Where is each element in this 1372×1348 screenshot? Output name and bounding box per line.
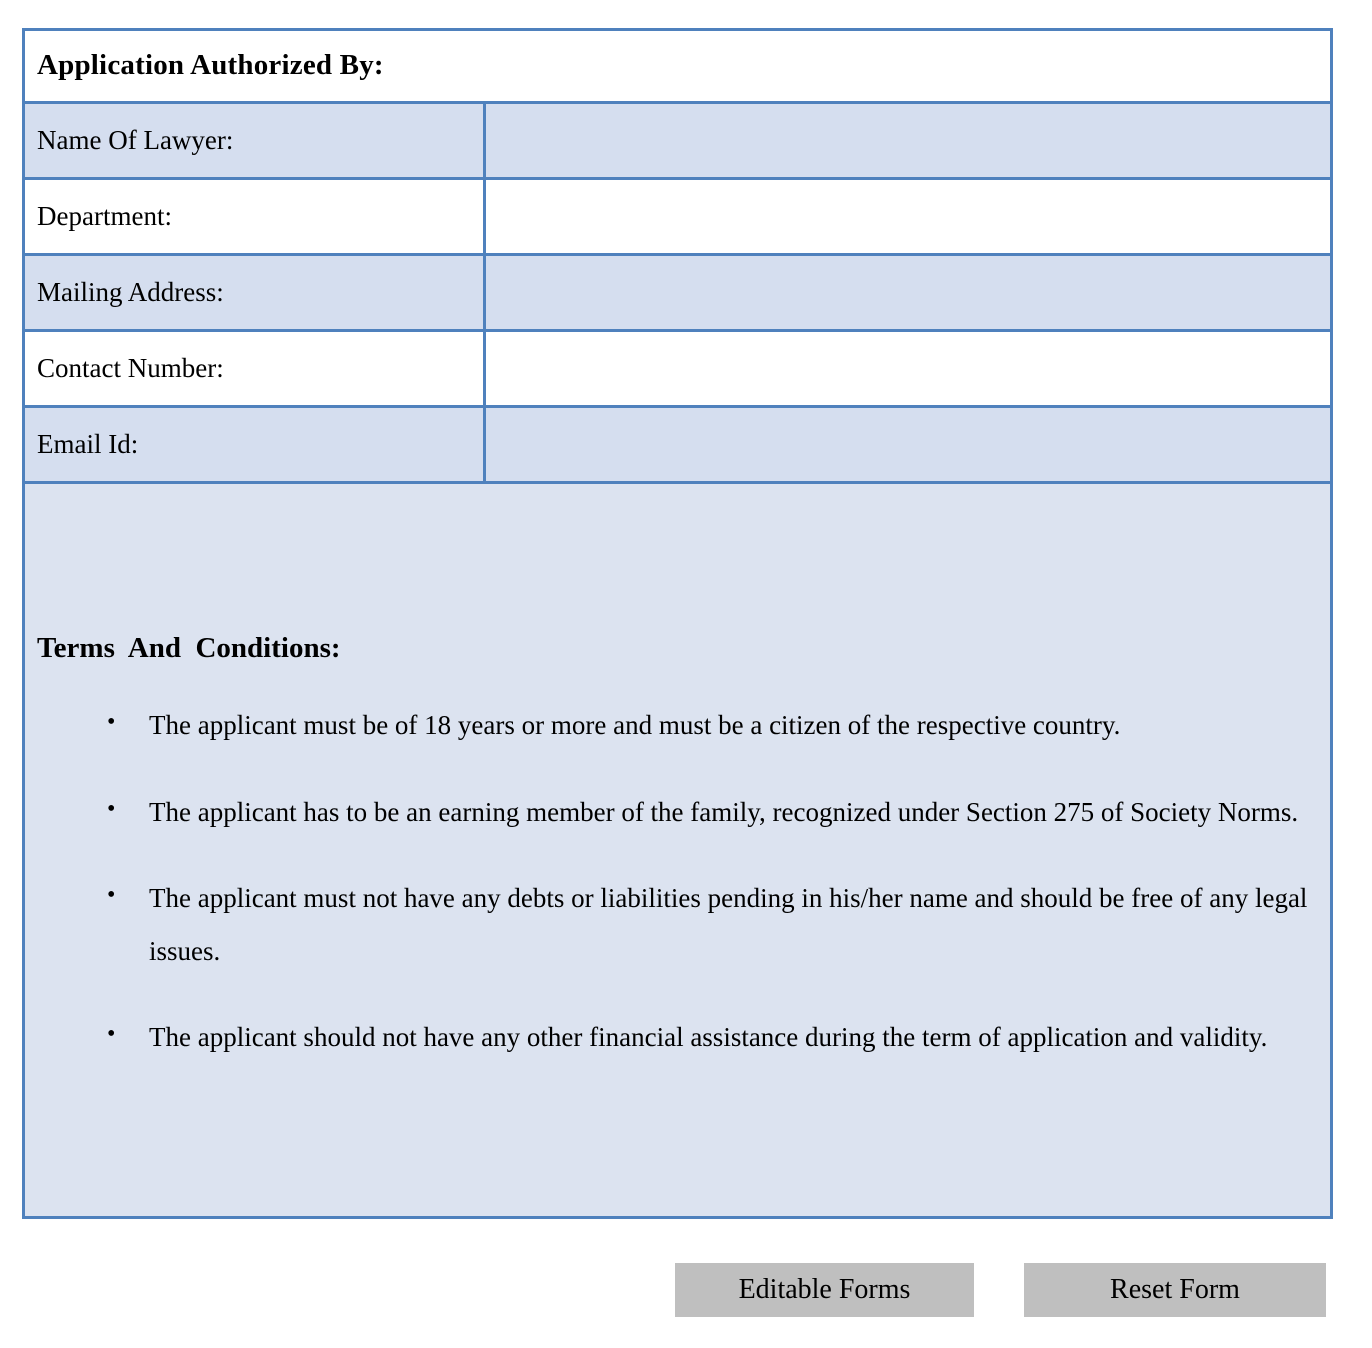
- list-item: [37, 1011, 1312, 1064]
- application-form-table: [22, 28, 1333, 1219]
- bullet-icon: •: [107, 882, 116, 909]
- terms-list: [37, 699, 1312, 1064]
- value-mailing-address[interactable]: [485, 255, 1332, 331]
- field-row-name-of-lawyer: [24, 103, 1332, 179]
- terms-and-conditions-title: Terms And Conditions:: [37, 631, 341, 664]
- terms-and-conditions-row: [24, 483, 1332, 1218]
- field-row-department: [24, 179, 1332, 255]
- value-email-id[interactable]: [485, 407, 1332, 483]
- label-name-of-lawyer: Name Of Lawyer:: [24, 103, 485, 179]
- bullet-icon: •: [107, 708, 116, 735]
- editable-forms-button[interactable]: Editable Forms: [675, 1263, 974, 1317]
- form-header-row: [24, 30, 1332, 103]
- terms-and-conditions-cell: [24, 483, 1332, 1218]
- label-email-id: Email Id:: [24, 407, 485, 483]
- list-item-text: The applicant must not have any debts or liabilities pending in his/her name and should be free of any legal issues.: [149, 883, 1308, 966]
- page-title: Application Authorized By:: [37, 49, 384, 82]
- field-row-email-id: [24, 407, 1332, 483]
- label-mailing-address: Mailing Address:: [24, 255, 485, 331]
- list-item: [37, 786, 1312, 839]
- list-item: [37, 699, 1312, 752]
- bullet-icon: •: [107, 1021, 116, 1048]
- reset-form-button[interactable]: Reset Form: [1024, 1263, 1326, 1317]
- bullet-icon: •: [107, 795, 116, 822]
- value-name-of-lawyer[interactable]: [485, 103, 1332, 179]
- form-table-body: [24, 30, 1332, 1218]
- form-header-cell: [24, 30, 1332, 103]
- form-action-bar: [0, 1263, 1372, 1317]
- label-contact-number: Contact Number:: [24, 331, 485, 407]
- field-row-contact-number: [24, 331, 1332, 407]
- value-contact-number[interactable]: [485, 331, 1332, 407]
- value-department[interactable]: [485, 179, 1332, 255]
- list-item-text: The applicant should not have any other financial assistance during the term of application and validity.: [149, 1022, 1268, 1053]
- list-item-text: The applicant has to be an earning member of the family, recognized under Section 275 of Society Norms.: [149, 796, 1299, 827]
- list-item-text: The applicant must be of 18 years or more and must be a citizen of the respective country.: [149, 709, 1121, 740]
- label-department: Department:: [24, 179, 485, 255]
- list-item: [37, 872, 1312, 977]
- field-row-mailing-address: [24, 255, 1332, 331]
